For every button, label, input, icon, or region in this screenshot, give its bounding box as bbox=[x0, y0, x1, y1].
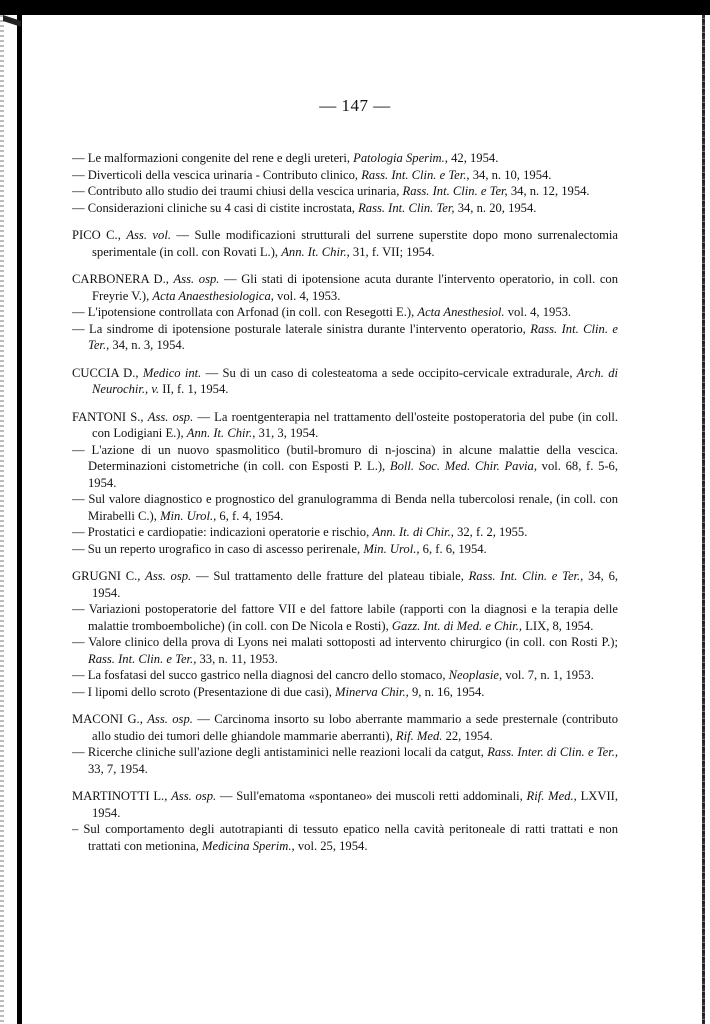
author-group-cuccia bbox=[72, 365, 618, 398]
journal-name: Neoplasie, bbox=[448, 668, 503, 682]
bibliography-entry: — Prostatici e cardiopatie: indicazioni operatorie e rischio, Ann. It. di Chir., 32, f. 2, 1955. bbox=[72, 525, 528, 539]
bibliography-entry: — La fosfatasi del succo gastrico nella diagnosi del cancro dello stomaco, Neoplasie, vol. 7, n. 1, 1953. bbox=[72, 668, 594, 682]
scan-left-edge bbox=[0, 15, 4, 1024]
bibliography-entry: — La sindrome di ipotensione posturale laterale sinistra durante l'intervento operatorio, Rass. Int. Clin. e Ter., 34, n. 3, 1954. bbox=[72, 321, 618, 352]
bibliography-entry: CUCCIA D., Medico int. — Su di un caso di colesteatoma a sede occipito-cervicale extradurale, Arch. di Neurochir., v. II, f. 1, 1954. bbox=[72, 365, 619, 396]
journal-name: Ann. It. di Chir., bbox=[372, 525, 454, 539]
journal-name: Rass. Inter. di Clin. e Ter., bbox=[487, 745, 619, 759]
author-name: GRUGNI C., bbox=[72, 569, 146, 583]
author-role: Ass. osp. bbox=[173, 272, 220, 286]
journal-name: Gazz. Int. di Med. e Chir., bbox=[391, 618, 523, 633]
bibliography-entry: — Diverticoli della vescica urinaria - Contributo clinico, Rass. Int. Clin. e Ter., 34, n. 10, 1954. bbox=[72, 167, 552, 182]
journal-name: Boll. Soc. Med. Chir. Pavia, bbox=[389, 459, 537, 473]
bibliography-entry: — Contributo allo studio dei traumi chiusi della vescica urinaria, Rass. Int. Clin. e Ter, 34, n. 12, 1954. bbox=[72, 184, 590, 198]
page-left-border bbox=[17, 15, 22, 1024]
bibliography-entry: CARBONERA D., Ass. osp. — Gli stati di ipotensione acuta durante l'intervento operatorio, in coll. con Freyrie V.), Acta Anaesthesiologica, vol. 4, 1953. bbox=[72, 272, 619, 303]
author-name: PICO C., bbox=[72, 228, 127, 242]
journal-name: Patologia Sperim., bbox=[353, 151, 448, 165]
bibliography-entry: – Sul comportamento degli autotrapianti di tessuto epatico nella cavità peritoneale di ratti trattati e non trattati con metionina, Medicina Sperim., vol. 25, 1954. bbox=[72, 822, 618, 853]
journal-name: Rass. Int. Clin. e Ter., bbox=[88, 321, 618, 352]
author-group-martinotti bbox=[72, 788, 618, 854]
journal-name: Rif. Med., bbox=[526, 789, 577, 803]
bibliography-entry: FANTONI S., Ass. osp. — La roentgenterapia nel trattamento dell'osteite postoperatoria del pube (in coll. con Lodigiani E.), Ann. It. Chir., 31, 3, 1954. bbox=[72, 409, 619, 440]
journal-name: Acta Anaesthesiologica, bbox=[152, 288, 274, 303]
journal-name: Minerva Chir., bbox=[335, 684, 409, 699]
author-role: Medico int. bbox=[142, 365, 202, 380]
bibliography bbox=[72, 150, 618, 865]
page-right-border bbox=[702, 15, 705, 1024]
bibliography-entry: — I lipomi dello scroto (Presentazione di due casi), Minerva Chir., 9, n. 16, 1954. bbox=[72, 684, 485, 699]
journal-name: Arch. di Neurochir., v. bbox=[92, 365, 619, 396]
journal-name: Acta Anesthesiol. bbox=[417, 305, 505, 319]
bibliography-entry: — Ricerche cliniche sull'azione degli antistaminici nelle reazioni locali da catgut, Rass. Inter. di Clin. e Ter., 33, 7, 1954. bbox=[72, 745, 619, 776]
bibliography-entry: PICO C., Ass. vol. — Sulle modificazioni strutturali del surrene superstite dopo mono surrenalectomia sperimentale (in coll. con Rovati L.), Ann. It. Chir., 31, f. VII; 1954. bbox=[72, 228, 619, 259]
journal-name: Rass. Int. Clin. e Ter, bbox=[402, 184, 508, 198]
bibliography-entry: — Le malformazioni congenite del rene e degli ureteri, Patologia Sperim., 42, 1954. bbox=[72, 151, 499, 165]
journal-name: Rif. Med. bbox=[395, 728, 443, 743]
author-group-carbonera bbox=[72, 271, 618, 354]
author-role: Ass. osp. bbox=[147, 409, 194, 424]
author-group-grugni bbox=[72, 568, 618, 700]
bibliography-entry: — L'ipotensione controllata con Arfonad (in coll. con Resegotti E.), Acta Anesthesiol. vol. 4, 1953. bbox=[72, 305, 572, 319]
scan-top-edge bbox=[0, 0, 710, 15]
bibliography-entry: — Considerazioni cliniche su 4 casi di cistite incrostata, Rass. Int. Clin. Ter, 34, n. 20, 1954. bbox=[72, 200, 537, 215]
author-role: Ass. osp. bbox=[171, 789, 217, 803]
author-role: Ass. osp. bbox=[145, 569, 192, 583]
author-name: MACONI G., bbox=[72, 712, 148, 726]
bibliography-entry: GRUGNI C., Ass. osp. — Sul trattamento delle fratture del plateau tibiale, Rass. Int. Clin. e Ter., 34, 6, 1954. bbox=[72, 569, 619, 600]
bibliography-group bbox=[72, 150, 618, 216]
bibliography-entry: MARTINOTTI L., Ass. osp. — Sull'ematoma «spontaneo» dei muscoli retti addominali, Rif. Med., LXVII, 1954. bbox=[72, 789, 619, 820]
page-number: — 147 — bbox=[319, 96, 391, 115]
author-role: Ass. osp. bbox=[147, 712, 193, 726]
journal-name: Medicina Sperim., bbox=[202, 838, 295, 853]
journal-name: Ann. It. Chir., bbox=[281, 244, 350, 259]
author-role: Ass. vol. bbox=[126, 228, 171, 242]
bibliography-entry: MACONI G., Ass. osp. — Carcinoma insorto su lobo aberrante mammario a sede presternale (contributo allo studio dei tumori delle ghiandole mammarie aberranti), Rif. Med. 22, 1954. bbox=[72, 712, 619, 743]
journal-name: Rass. Int. Clin. e Ter., bbox=[361, 167, 470, 182]
journal-name: Rass. Int. Clin. e Ter., bbox=[88, 651, 197, 666]
journal-name: Rass. Int. Clin. Ter, bbox=[358, 200, 455, 215]
author-name: CARBONERA D., bbox=[72, 272, 174, 286]
journal-name: Rass. Int. Clin. e Ter., bbox=[468, 569, 584, 583]
author-name: MARTINOTTI L., bbox=[72, 789, 172, 803]
journal-name: Ann. It. Chir., bbox=[186, 426, 256, 440]
author-group-fantoni bbox=[72, 409, 618, 558]
author-group-maconi bbox=[72, 711, 618, 777]
bibliography-entry: — Sul valore diagnostico e prognostico del granulogramma di Benda nella tubercolosi renale, (in coll. con Mirabelli C.), Min. Urol., 6, f. 4, 1954. bbox=[72, 492, 618, 523]
bibliography-entry: — Variazioni postoperatorie del fattore VII e del fattore labile (rapporti con la diagnosi e la terapia delle malattie tromboemboliche) (in coll. con De Nicola e Rosti), Gazz. Int. di Med. e Chir., LIX, 8, 1954. bbox=[72, 602, 619, 633]
journal-name: Min. Urol., bbox=[363, 541, 420, 556]
author-name: CUCCIA D., bbox=[72, 365, 143, 380]
author-group-pico bbox=[72, 227, 618, 260]
bibliography-entry: — L'azione di un nuovo spasmolitico (butil-bromuro di n-joscina) in alcune malattie della vescica. Determinazioni cistometriche (in coll. con Esposti P. L.), Boll. Soc. Med. Chir. Pavia, vol. 68, f. 5-6, 1954. bbox=[72, 442, 618, 490]
author-name: FANTONI S., bbox=[72, 409, 148, 424]
bibliography-entry: — Su un reperto urografico in caso di ascesso perirenale, Min. Urol., 6, f. 6, 1954. bbox=[72, 541, 487, 556]
journal-name: Min. Urol., bbox=[160, 508, 217, 523]
bibliography-entry: — Valore clinico della prova di Lyons nei malati sottoposti ad intervento chirurgico (in coll. con Rosti P.); Rass. Int. Clin. e Ter., 33, n. 11, 1953. bbox=[72, 635, 618, 666]
